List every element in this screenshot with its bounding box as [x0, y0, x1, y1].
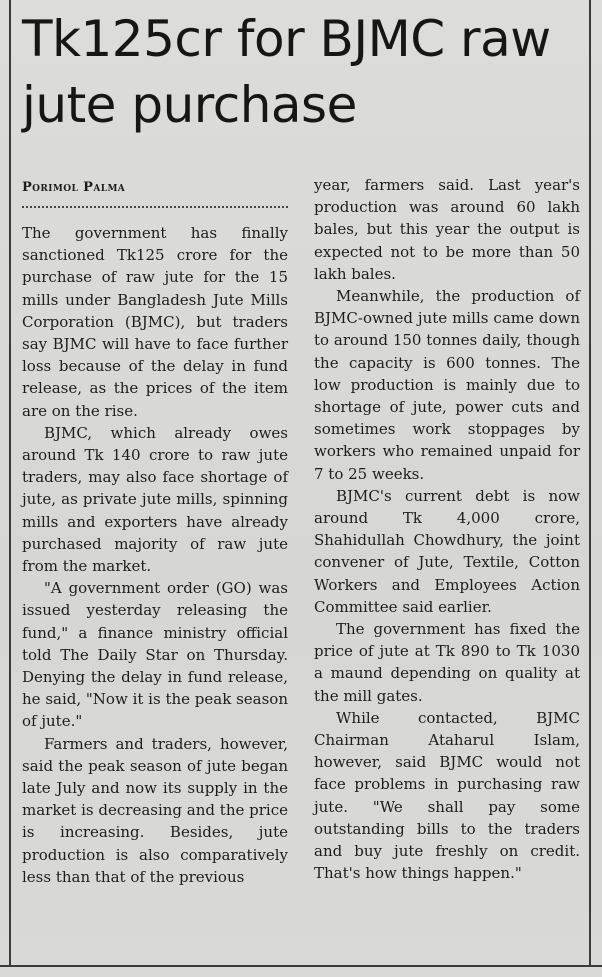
paragraph: Farmers and traders, however, said the peak season of jute began late July and now its supply in the market is decreasing and the price is increasing. Besides, jute production is also comparatively less than that of the previous [22, 734, 288, 886]
article-column-1 [22, 222, 288, 888]
paragraph: BJMC, which already owes around Tk 140 crore to raw jute traders, may also face shortage of jute, as private jute mills, spinning mills and exporters have already purchased majority of raw jute from the market. [22, 423, 288, 576]
byline: Porimol Palma [22, 180, 126, 195]
paragraph: Meanwhile, the production of BJMC-owned jute mills came down to around 150 tonnes daily, though the capacity is 600 tonnes. The low production is mainly due to shortage of jute, power cuts and sometimes work stoppages by workers who remained unpaid for 7 to 25 weeks. [314, 287, 580, 483]
article-column-2 [314, 174, 580, 885]
left-border-rule [9, 0, 11, 965]
paragraph: year, farmers said. Last year's production was around 60 lakh bales, but this year the output is expected not to be more than 50 lakh bales. [314, 176, 580, 283]
paragraph: While contacted, BJMC Chairman Ataharul Islam, however, said BJMC would not face problems in purchasing raw jute. "We shall pay some outstanding bills to the traders and buy jute freshly on credit. That's how things happen." [314, 708, 580, 883]
paragraph: The government has fixed the price of jute at Tk 890 to Tk 1030 a maund depending on quality at the mill gates. [314, 620, 580, 705]
bottom-border-rule [0, 965, 602, 967]
paragraph: BJMC's current debt is now around Tk 4,000 crore, Shahidullah Chowdhury, the joint convener of Jute, Textile, Cotton Workers and Employees Action Committee said earlier. [314, 486, 580, 616]
dotted-separator [22, 206, 288, 208]
paragraph: "A government order (GO) was issued yesterday releasing the fund," a finance ministry official told The Daily Star on Thursday. Denying the delay in fund release, he said, "Now it is the peak season of jute." [22, 579, 288, 731]
right-border-rule [589, 0, 591, 965]
headline: Tk125cr for BJMC raw jute purchase [22, 10, 551, 134]
paragraph: The government has finally sanctioned Tk125 crore for the purchase of raw jute for the 15 mills under Bangladesh Jute Mills Corporation (BJMC), but traders say BJMC will have to face further loss because of the delay in fund release, as the prices of the item are on the rise. [22, 224, 288, 420]
